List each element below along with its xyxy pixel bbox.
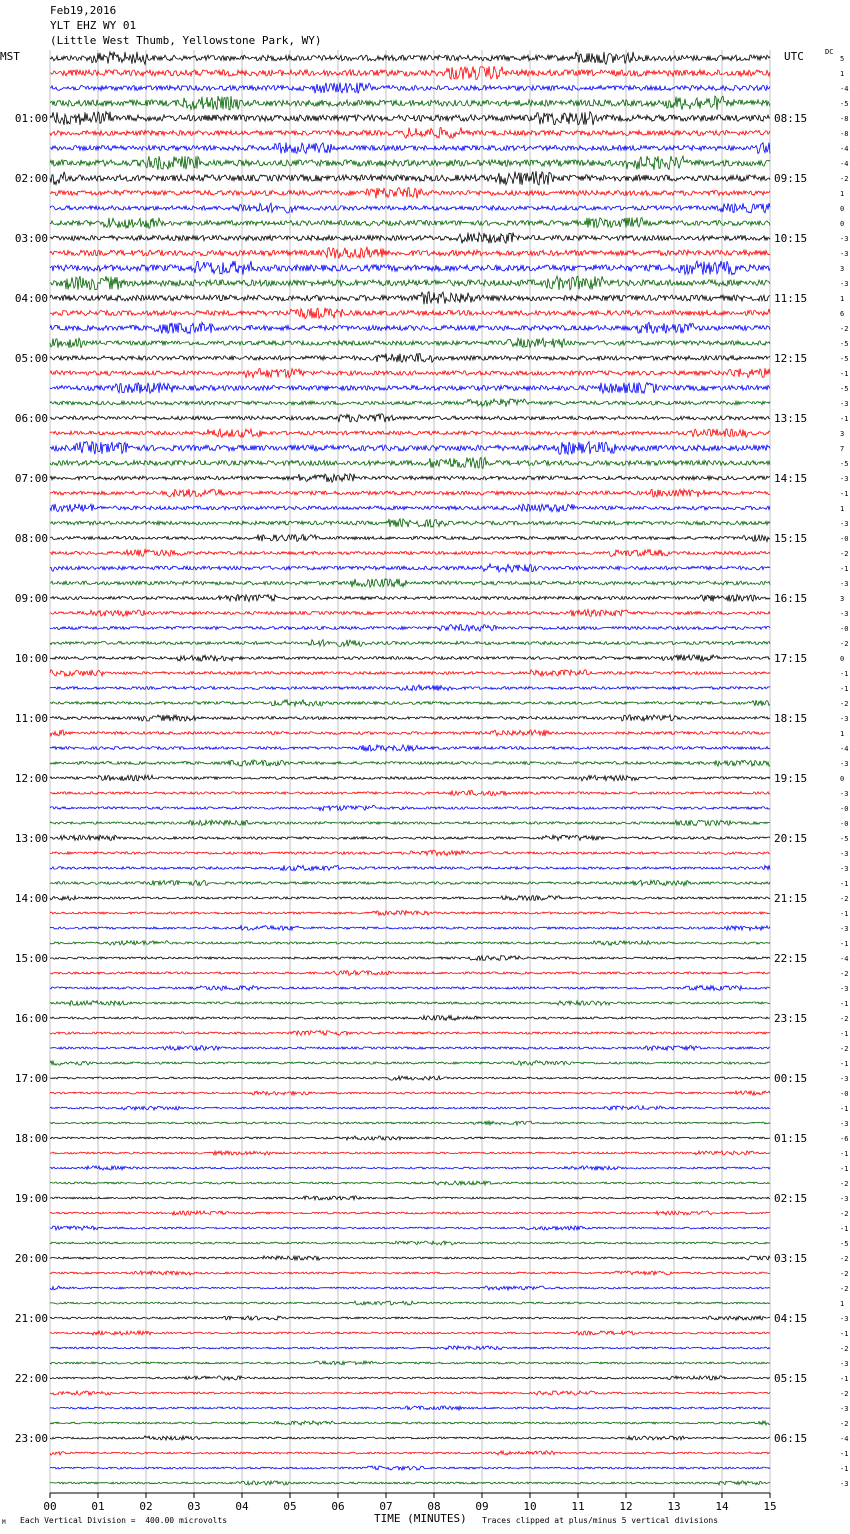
dc-offset-label: -1 [840, 1225, 849, 1233]
seismic-trace [50, 1316, 770, 1320]
seismic-trace [50, 775, 770, 781]
dc-offset-label: -1 [840, 565, 849, 573]
dc-offset-label: -4 [840, 955, 849, 963]
left-hour-label: 02:00 [14, 172, 48, 185]
x-tick-label: 06 [331, 1500, 345, 1513]
seismic-trace [50, 941, 770, 946]
seismic-trace [50, 956, 770, 961]
right-hour-label: 18:15 [774, 712, 808, 725]
dc-offset-label: 7 [840, 445, 845, 453]
seismic-trace [50, 880, 770, 886]
dc-offset-label: 1 [840, 1300, 845, 1308]
x-tick-label: 09 [475, 1500, 489, 1513]
seismic-trace [50, 96, 770, 110]
dc-offset-label: -1 [840, 1165, 849, 1173]
dc-offset-label: -1 [840, 490, 849, 498]
right-hour-label: 10:15 [774, 232, 808, 245]
dc-offset-label: -2 [840, 700, 849, 708]
seismic-trace [50, 700, 770, 706]
x-tick-label: 11 [571, 1500, 585, 1513]
dc-offset-label: -3 [840, 610, 849, 618]
x-tick-label: 13 [667, 1500, 681, 1513]
seismic-trace [50, 1166, 770, 1170]
station-code: YLT EHZ WY 01 [50, 19, 137, 32]
seismic-trace [50, 233, 770, 244]
seismic-trace [50, 790, 770, 795]
seismic-trace [50, 368, 770, 378]
right-hour-label: 02:15 [774, 1192, 808, 1205]
seismic-trace [50, 820, 770, 826]
seismic-trace [50, 1346, 770, 1350]
seismic-trace [50, 52, 770, 65]
dc-offset-label: -4 [840, 145, 849, 153]
dc-offset-label: 3 [840, 265, 845, 273]
right-hour-label: 04:15 [774, 1312, 808, 1325]
left-hour-label: 18:00 [14, 1132, 48, 1145]
seismic-trace [50, 1211, 770, 1215]
dc-offset-label: -2 [840, 895, 849, 903]
x-tick-label: 00 [43, 1500, 57, 1513]
seismic-trace [50, 442, 770, 455]
dc-offset-label: -3 [840, 400, 849, 408]
dc-offset-label: -3 [840, 475, 849, 483]
left-hour-label: 19:00 [14, 1192, 48, 1205]
left-hour-label: 22:00 [14, 1372, 48, 1385]
left-hour-label: 13:00 [14, 832, 48, 845]
seismic-trace [50, 353, 770, 362]
dc-offset-label: 1 [840, 505, 845, 513]
seismic-trace [50, 504, 770, 512]
right-hour-label: 21:15 [774, 892, 808, 905]
seismic-trace [50, 322, 770, 333]
seismic-trace [50, 971, 770, 976]
seismic-trace [50, 896, 770, 901]
dc-offset-label: -3 [840, 235, 849, 243]
dc-offset-label: -2 [840, 1270, 849, 1278]
dc-offset-label: -3 [840, 865, 849, 873]
x-tick-label: 10 [523, 1500, 537, 1513]
left-hour-label: 08:00 [14, 532, 48, 545]
seismic-trace [50, 685, 770, 691]
seismic-trace [50, 865, 770, 870]
seismic-trace [50, 308, 770, 319]
dc-offset-header: DC [825, 48, 834, 56]
seismic-trace [50, 127, 770, 138]
dc-offset-label: -3 [840, 1075, 849, 1083]
seismic-trace [50, 414, 770, 422]
seismic-trace [50, 247, 770, 259]
dc-offset-label: -4 [840, 160, 849, 168]
x-tick-label: 12 [619, 1500, 633, 1513]
dc-offset-label: -5 [840, 355, 849, 363]
dc-offset-label: 1 [840, 295, 845, 303]
seismic-trace [50, 1091, 770, 1095]
seismic-trace [50, 203, 770, 213]
dc-offset-label: -2 [840, 1285, 849, 1293]
x-tick-label: 03 [187, 1500, 201, 1513]
seismic-trace [50, 640, 770, 647]
seismic-trace [50, 1421, 770, 1425]
seismic-trace [50, 730, 770, 736]
dc-offset-label: -1 [840, 415, 849, 423]
seismic-trace [50, 1286, 770, 1290]
dc-offset-label: -3 [840, 1405, 849, 1413]
plot-date: Feb19,2016 [50, 4, 117, 17]
dc-offset-label: 6 [840, 310, 845, 318]
dc-offset-label: -1 [840, 1465, 849, 1473]
right-hour-label: 14:15 [774, 472, 808, 485]
dc-offset-label: -3 [840, 790, 849, 798]
dc-offset-label: -1 [840, 685, 849, 693]
seismic-trace [50, 835, 770, 840]
left-hour-label: 14:00 [14, 892, 48, 905]
seismic-trace [50, 292, 770, 305]
left-hour-label: 15:00 [14, 952, 48, 965]
dc-offset-label: -1 [840, 880, 849, 888]
seismic-trace [50, 564, 770, 572]
dc-offset-label: -1 [840, 1330, 849, 1338]
seismic-trace [50, 745, 770, 751]
dc-offset-label: -1 [840, 1030, 849, 1038]
left-hour-label: 21:00 [14, 1312, 48, 1325]
seismic-trace [50, 715, 770, 721]
seismic-trace [50, 610, 770, 617]
dc-offset-label: -3 [840, 1360, 849, 1368]
right-hour-label: 16:15 [774, 592, 808, 605]
seismic-trace [50, 489, 770, 497]
x-tick-label: 05 [283, 1500, 297, 1513]
dc-offset-label: -4 [840, 85, 849, 93]
seismic-trace [50, 338, 770, 348]
right-hour-label: 03:15 [774, 1252, 808, 1265]
seismic-trace [50, 1256, 770, 1260]
seismic-trace [50, 1241, 770, 1245]
seismic-trace [50, 1301, 770, 1305]
seismic-trace [50, 595, 770, 602]
clip-note: Traces clipped at plus/minus 5 vertical divisions [482, 1516, 719, 1525]
dc-offset-label: -0 [840, 535, 849, 543]
seismic-trace [50, 458, 770, 469]
right-hour-label: 15:15 [774, 532, 808, 545]
dc-offset-label: -3 [840, 1315, 849, 1323]
seismic-trace [50, 1331, 770, 1335]
left-hour-label: 10:00 [14, 652, 48, 665]
dc-offset-label: -2 [840, 1345, 849, 1353]
dc-offset-label: -1 [840, 370, 849, 378]
seismic-trace [50, 535, 770, 542]
dc-offset-label: -3 [840, 1480, 849, 1488]
seismic-trace [50, 1226, 770, 1230]
dc-offset-label: -0 [840, 625, 849, 633]
right-hour-label: 06:15 [774, 1432, 808, 1445]
dc-offset-label: -2 [840, 1180, 849, 1188]
seismic-trace [50, 1016, 770, 1021]
x-axis-title: TIME (MINUTES) [374, 1512, 467, 1525]
dc-offset-label: -2 [840, 640, 849, 648]
x-tick-label: 15 [763, 1500, 777, 1513]
dc-offset-label: -3 [840, 250, 849, 258]
seismic-trace [50, 188, 770, 199]
dc-offset-label: 3 [840, 430, 845, 438]
dc-offset-label: -3 [840, 1195, 849, 1203]
seismic-trace [50, 156, 770, 170]
dc-offset-label: -2 [840, 550, 849, 558]
seismic-trace [50, 1481, 770, 1485]
dc-offset-label: 0 [840, 655, 845, 663]
seismic-trace [50, 1376, 770, 1380]
seismic-trace [50, 1436, 770, 1440]
seismic-trace [50, 760, 770, 766]
dc-offset-label: -3 [840, 280, 849, 288]
dc-offset-label: -1 [840, 1150, 849, 1158]
x-tick-label: 08 [427, 1500, 441, 1513]
seismic-trace [50, 579, 770, 587]
right-hour-label: 08:15 [774, 112, 808, 125]
seismic-trace [50, 1031, 770, 1036]
seismic-trace [50, 986, 770, 991]
left-hour-label: 11:00 [14, 712, 48, 725]
seismic-trace [50, 1466, 770, 1470]
dc-offset-label: -3 [840, 925, 849, 933]
dc-offset-label: -2 [840, 1390, 849, 1398]
dc-offset-label: -5 [840, 340, 849, 348]
right-hour-label: 11:15 [774, 292, 808, 305]
seismic-trace [50, 66, 770, 79]
right-hour-label: 17:15 [774, 652, 808, 665]
dc-offset-label: -5 [840, 835, 849, 843]
x-tick-label: 02 [139, 1500, 153, 1513]
left-hour-label: 03:00 [14, 232, 48, 245]
seismic-trace [50, 1151, 770, 1155]
dc-offset-label: -1 [840, 670, 849, 678]
seismic-trace [50, 926, 770, 931]
seismic-trace [50, 1406, 770, 1410]
right-timezone-label: UTC [784, 50, 804, 63]
seismic-trace [50, 171, 770, 185]
dc-offset-label: -1 [840, 1105, 849, 1113]
dc-offset-label: -5 [840, 100, 849, 108]
dc-offset-label: -2 [840, 175, 849, 183]
right-hour-label: 05:15 [774, 1372, 808, 1385]
dc-offset-label: -5 [840, 460, 849, 468]
seismic-trace [50, 261, 770, 275]
left-hour-label: 17:00 [14, 1072, 48, 1085]
dc-offset-label: -3 [840, 520, 849, 528]
seismic-trace [50, 1121, 770, 1125]
dc-offset-label: -3 [840, 1120, 849, 1128]
dc-offset-label: -2 [840, 1210, 849, 1218]
seismic-trace [50, 474, 770, 482]
seismic-trace [50, 1136, 770, 1140]
left-hour-label: 12:00 [14, 772, 48, 785]
seismic-trace [50, 1451, 770, 1455]
left-hour-label: 23:00 [14, 1432, 48, 1445]
left-hour-label: 01:00 [14, 112, 48, 125]
right-hour-label: 00:15 [774, 1072, 808, 1085]
dc-offset-label: 0 [840, 775, 845, 783]
dc-offset-label: -1 [840, 910, 849, 918]
right-hour-label: 20:15 [774, 832, 808, 845]
dc-offset-label: -3 [840, 580, 849, 588]
seismic-trace [50, 1001, 770, 1006]
right-hour-label: 09:15 [774, 172, 808, 185]
right-hour-label: 13:15 [774, 412, 808, 425]
seismic-trace [50, 276, 770, 290]
seismic-trace [50, 1106, 770, 1110]
dc-offset-label: -4 [840, 745, 849, 753]
dc-offset-label: -2 [840, 970, 849, 978]
dc-offset-label: -1 [840, 1000, 849, 1008]
dc-offset-label: 0 [840, 220, 845, 228]
right-hour-label: 01:15 [774, 1132, 808, 1145]
right-hour-label: 22:15 [774, 952, 808, 965]
seismic-trace [50, 850, 770, 856]
left-hour-label: 05:00 [14, 352, 48, 365]
scale-note: Each Vertical Division = 400.00 microvolts [20, 1516, 228, 1525]
left-hour-label: 09:00 [14, 592, 48, 605]
dc-offset-label: -3 [840, 715, 849, 723]
dc-offset-label: 1 [840, 70, 845, 78]
dc-offset-label: -8 [840, 115, 849, 123]
seismic-trace [50, 1196, 770, 1200]
seismic-trace [50, 655, 770, 661]
right-hour-label: 19:15 [774, 772, 808, 785]
dc-offset-label: -1 [840, 940, 849, 948]
left-hour-label: 16:00 [14, 1012, 48, 1025]
dc-offset-label: -5 [840, 385, 849, 393]
dc-offset-label: -3 [840, 850, 849, 858]
x-tick-label: 01 [91, 1500, 105, 1513]
seismic-trace [50, 911, 770, 916]
left-hour-label: 04:00 [14, 292, 48, 305]
dc-offset-label: -0 [840, 820, 849, 828]
dc-offset-label: -0 [840, 805, 849, 813]
dc-offset-label: -2 [840, 325, 849, 333]
seismic-trace [50, 142, 770, 153]
dc-offset-label: -2 [840, 1420, 849, 1428]
dc-offset-label: 5 [840, 55, 845, 63]
seismic-trace [50, 382, 770, 393]
seismic-trace [50, 1061, 770, 1066]
seismic-trace [50, 83, 770, 94]
seismic-trace [50, 550, 770, 557]
seismic-trace [50, 112, 770, 125]
seismic-trace [50, 429, 770, 437]
seismic-trace [50, 519, 770, 527]
seismic-trace [50, 218, 770, 229]
dc-offset-label: -3 [840, 760, 849, 768]
dc-offset-label: -4 [840, 1435, 849, 1443]
dc-offset-label: -1 [840, 1375, 849, 1383]
seismic-trace [50, 399, 770, 407]
corner-mark: M [2, 1519, 6, 1526]
seismic-trace [50, 1076, 770, 1080]
x-tick-label: 07 [379, 1500, 393, 1513]
seismic-trace [50, 1271, 770, 1275]
dc-offset-label: -2 [840, 1015, 849, 1023]
dc-offset-label: 1 [840, 190, 845, 198]
dc-offset-label: -3 [840, 985, 849, 993]
dc-offset-label: 3 [840, 595, 845, 603]
seismic-trace [50, 1046, 770, 1051]
left-hour-label: 20:00 [14, 1252, 48, 1265]
station-location: (Little West Thumb, Yellowstone Park, WY) [50, 34, 322, 47]
left-hour-label: 06:00 [14, 412, 48, 425]
left-hour-label: 07:00 [14, 472, 48, 485]
x-tick-label: 04 [235, 1500, 249, 1513]
seismic-trace [50, 1391, 770, 1395]
dc-offset-label: -0 [840, 1090, 849, 1098]
right-hour-label: 23:15 [774, 1012, 808, 1025]
x-tick-label: 14 [715, 1500, 729, 1513]
right-hour-label: 12:15 [774, 352, 808, 365]
seismic-trace [50, 1181, 770, 1185]
seismic-trace [50, 625, 770, 632]
seismic-trace [50, 1361, 770, 1365]
dc-offset-label: 1 [840, 730, 845, 738]
dc-offset-label: -1 [840, 1450, 849, 1458]
seismic-trace [50, 670, 770, 676]
dc-offset-label: -5 [840, 1240, 849, 1248]
dc-offset-label: -1 [840, 1060, 849, 1068]
seismic-trace [50, 805, 770, 810]
dc-offset-label: -6 [840, 1135, 849, 1143]
left-timezone-label: MST [0, 50, 20, 63]
dc-offset-label: 0 [840, 205, 845, 213]
dc-offset-label: -2 [840, 1255, 849, 1263]
dc-offset-label: -2 [840, 1045, 849, 1053]
dc-offset-label: -8 [840, 130, 849, 138]
